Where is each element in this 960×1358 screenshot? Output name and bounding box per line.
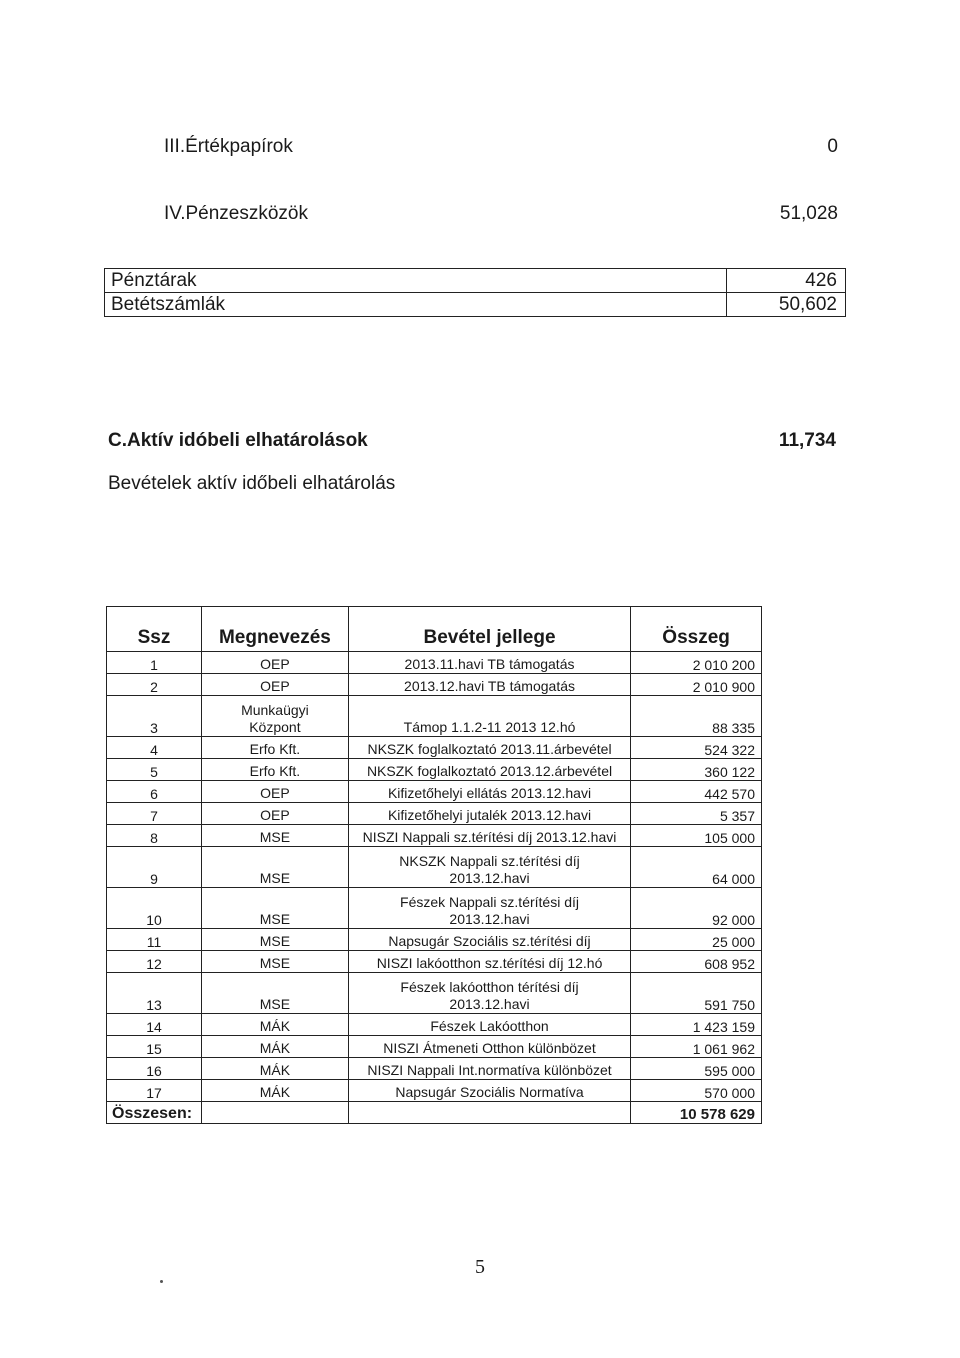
securities-value: 0 [827,136,838,157]
row-number: 10 [107,888,202,929]
table-header-row [107,607,762,652]
row-name: MSE [201,888,348,929]
header-name: Megnevezés [201,607,348,652]
table-total-row [107,1102,762,1124]
cash-row-label: Pénztárak [111,269,197,291]
scan-speck [160,1280,163,1283]
row-revenue-type: NKSZK foglalkoztató 2013.11.árbevétel [348,737,630,759]
table-row [107,1014,762,1036]
row-name: MSE [201,973,348,1014]
table-row [107,1080,762,1102]
table-row [107,781,762,803]
row-number: 9 [107,847,202,888]
row-name: OEP [201,674,348,696]
row-revenue-type: 2013.12.havi TB támogatás [348,674,630,696]
row-revenue-type: Kifizetőhelyi jutalék 2013.12.havi [348,803,630,825]
row-amount: 570 000 [631,1080,762,1102]
row-revenue-type: Kifizetőhelyi ellátás 2013.12.havi [348,781,630,803]
row-amount: 1 061 962 [631,1036,762,1058]
row-amount: 88 335 [631,696,762,737]
row-number: 12 [107,951,202,973]
table-row [107,929,762,951]
header-amount: Összeg [631,607,762,652]
table-row [107,888,762,929]
row-number: 8 [107,825,202,847]
row-number: 16 [107,1058,202,1080]
row-name: MÁK [201,1014,348,1036]
revenue-accrual-label: Bevételek aktív időbeli elhatárolás [108,473,396,494]
row-revenue-type: 2013.11.havi TB támogatás [348,652,630,674]
row-revenue-type: NISZI Nappali sz.térítési díj 2013.12.havi [348,825,630,847]
row-amount: 2 010 900 [631,674,762,696]
row-name: MSE [201,847,348,888]
row-number: 15 [107,1036,202,1058]
cash-label: IV.Pénzeszközök [164,203,308,224]
cash-row-value: 426 [726,269,845,292]
row-name: MÁK [201,1058,348,1080]
row-number: 1 [107,652,202,674]
cash-breakdown-box [104,268,846,317]
row-revenue-type: Fészek Lakóotthon [348,1014,630,1036]
row-revenue-type: Napsugár Szociális Normatíva [348,1080,630,1102]
cash-value: 51,028 [779,203,838,224]
row-name: OEP [201,803,348,825]
table-row [107,652,762,674]
table-row [107,674,762,696]
row-amount: 608 952 [631,951,762,973]
row-name: OEP [201,781,348,803]
row-number: 2 [107,674,202,696]
cash-row [105,269,845,292]
row-amount: 105 000 [631,825,762,847]
table-row [107,825,762,847]
row-number: 3 [107,696,202,737]
row-amount: 524 322 [631,737,762,759]
accrued-value: 11,734 [778,430,836,451]
row-amount: 92 000 [631,888,762,929]
row-revenue-type: Támop 1.1.2-11 2013 12.hó [348,696,630,737]
row-name: Munkaügyi Központ [201,696,348,737]
row-amount: 442 570 [631,781,762,803]
row-name: MSE [201,825,348,847]
row-revenue-type: NISZI Átmeneti Otthon különbözet [348,1036,630,1058]
cash-row [105,292,845,316]
row-amount: 64 000 [631,847,762,888]
page-number: 5 [475,1256,485,1278]
row-number: 17 [107,1080,202,1102]
row-amount: 25 000 [631,929,762,951]
table-row [107,803,762,825]
row-number: 14 [107,1014,202,1036]
table-row [107,951,762,973]
total-label: Összesen: [107,1102,202,1124]
row-name: MÁK [201,1036,348,1058]
row-name: MSE [201,951,348,973]
header-type: Bevétel jellege [348,607,630,652]
securities-label: III.Értékpapírok [164,136,293,157]
table-row [107,1036,762,1058]
row-amount: 2 010 200 [631,652,762,674]
row-name: MÁK [201,1080,348,1102]
row-revenue-type: NISZI lakóotthon sz.térítési díj 12.hó [348,951,630,973]
row-revenue-type: NISZI Nappali Int.normatíva különbözet [348,1058,630,1080]
row-name: MSE [201,929,348,951]
table-row [107,1058,762,1080]
total-empty [201,1102,348,1124]
row-revenue-type: Napsugár Szociális sz.térítési díj [348,929,630,951]
row-number: 13 [107,973,202,1014]
row-name: OEP [201,652,348,674]
row-amount: 1 423 159 [631,1014,762,1036]
row-name: Erfo Kft. [201,737,348,759]
row-revenue-type: Fészek lakóotthon térítési díj 2013.12.havi [348,973,630,1014]
table-row [107,759,762,781]
row-amount: 360 122 [631,759,762,781]
row-amount: 591 750 [631,973,762,1014]
row-revenue-type: Fészek Nappali sz.térítési díj 2013.12.havi [348,888,630,929]
row-number: 4 [107,737,202,759]
header-ssz: Ssz [107,607,202,652]
table-row [107,737,762,759]
row-number: 6 [107,781,202,803]
row-revenue-type: NKSZK foglalkoztató 2013.12.árbevétel [348,759,630,781]
revenue-accrual-table [106,606,762,1124]
row-number: 7 [107,803,202,825]
row-amount: 5 357 [631,803,762,825]
total-empty [348,1102,630,1124]
table-row [107,696,762,737]
row-number: 11 [107,929,202,951]
accrued-label: C.Aktív idóbeli elhatárolások [108,430,368,451]
row-name: Erfo Kft. [201,759,348,781]
cash-row-value: 50,602 [726,293,845,316]
table-row [107,847,762,888]
total-amount: 10 578 629 [631,1102,762,1124]
cash-row-label: Betétszámlák [111,293,226,315]
row-number: 5 [107,759,202,781]
row-revenue-type: NKSZK Nappali sz.térítési díj 2013.12.havi [348,847,630,888]
row-amount: 595 000 [631,1058,762,1080]
table-row [107,973,762,1014]
